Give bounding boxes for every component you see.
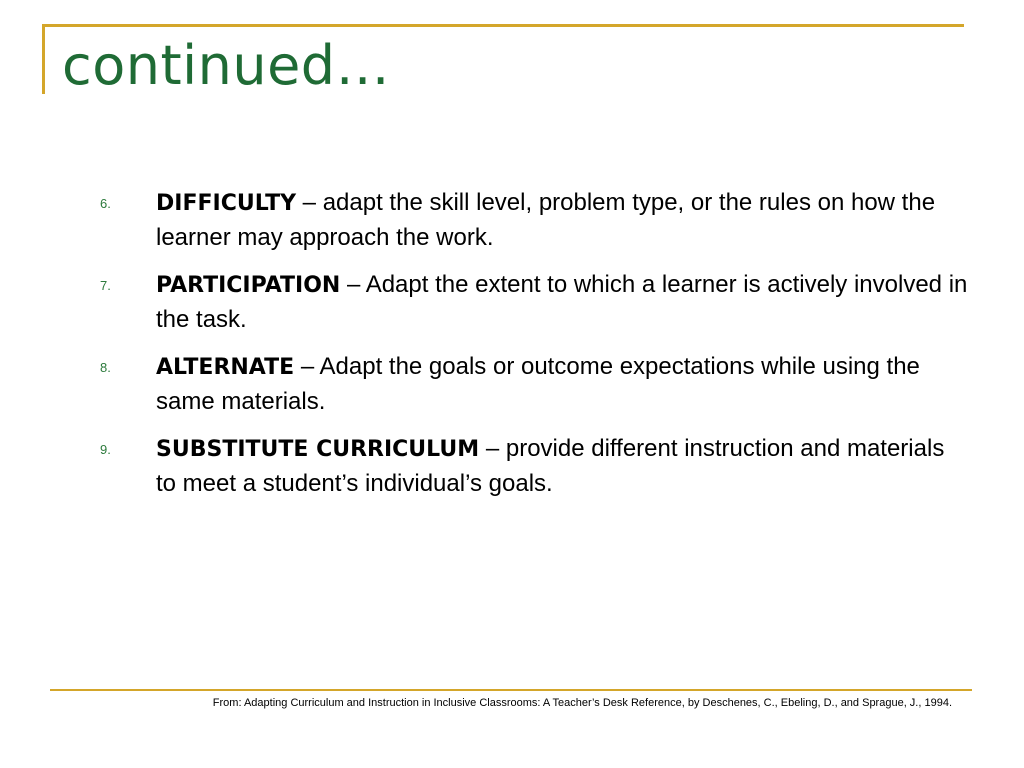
list-item-term: SUBSTITUTE CURRICULUM	[156, 437, 480, 462]
list-item-text	[156, 432, 970, 501]
list-item-description: – provide different instruction and materials to meet a student’s individual’s goals.	[156, 435, 945, 497]
list-item-alternate	[100, 350, 970, 419]
list-item-text	[156, 350, 970, 419]
list-item-term: PARTICIPATION	[156, 273, 341, 298]
list-item-number: 9.	[100, 442, 111, 457]
numbered-list	[100, 186, 970, 514]
title-accent-vertical-line	[42, 24, 45, 94]
list-item-text	[156, 186, 970, 255]
title-accent-horizontal-line	[42, 24, 964, 27]
list-item-participation	[100, 268, 970, 337]
list-item-text	[156, 268, 970, 337]
list-item-difficulty	[100, 186, 970, 255]
list-item-description: – Adapt the extent to which a learner is actively involved in the task.	[156, 271, 968, 333]
list-item-number: 7.	[100, 278, 111, 293]
list-item-term: ALTERNATE	[156, 355, 295, 380]
list-item-substitute-curriculum	[100, 432, 970, 501]
list-item-term: DIFFICULTY	[156, 191, 297, 216]
list-item-number: 8.	[100, 360, 111, 375]
slide-title: continued…	[62, 34, 391, 97]
list-item-description: – adapt the skill level, problem type, or the rules on how the learner may approach the work.	[156, 189, 936, 251]
footer-divider	[50, 689, 972, 691]
footer-source-citation: From: Adapting Curriculum and Instruction in Inclusive Classrooms: A Teacher’s Desk Reference, by Deschenes, C., Ebeling, D., and Sprague, J., 1994.	[212, 697, 952, 709]
list-item-description: – Adapt the goals or outcome expectations while using the same materials.	[156, 353, 920, 415]
list-item-number: 6.	[100, 196, 111, 211]
